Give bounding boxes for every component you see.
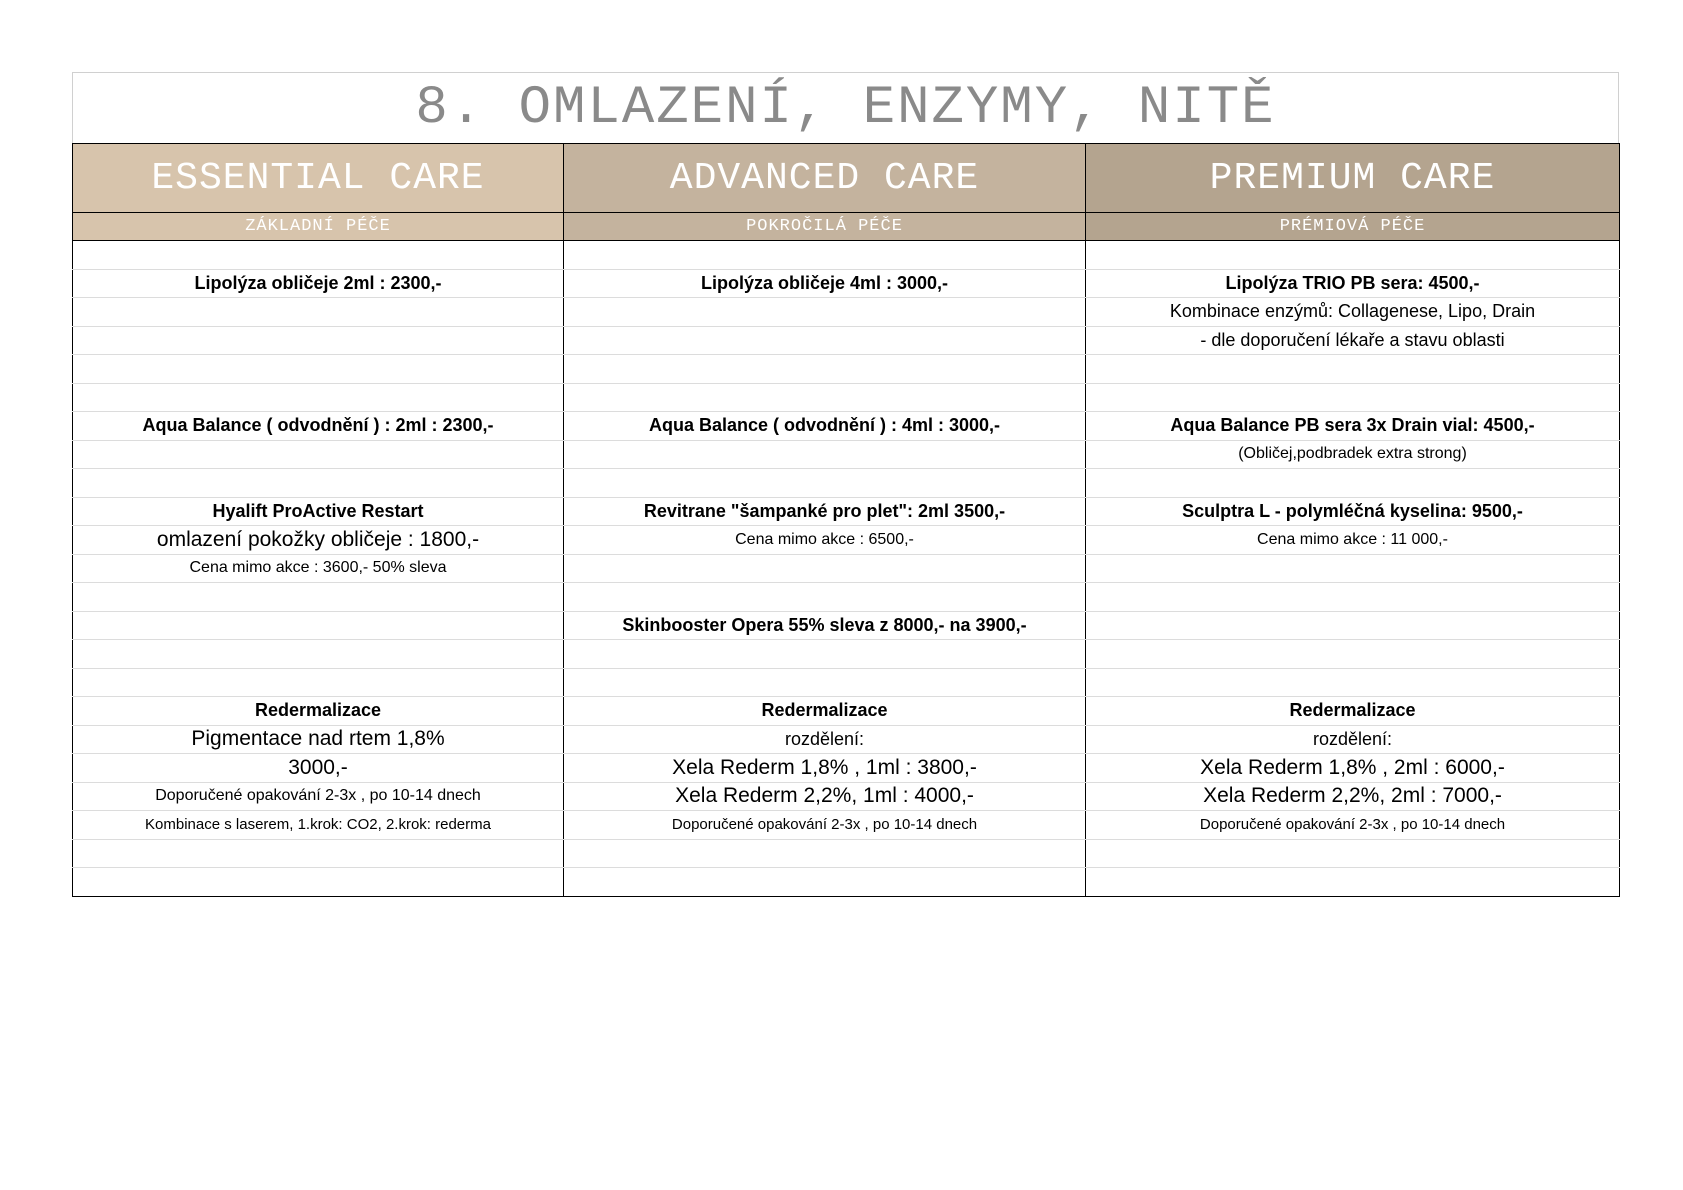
essential-cell [73,298,564,327]
advanced-cell: Doporučené opakování 2-3x , po 10-14 dnech [564,811,1086,840]
premium-cell: (Obličej,podbradek extra strong) [1086,440,1620,469]
premium-cell: Redermalizace [1086,697,1620,726]
essential-cell: Redermalizace [73,697,564,726]
advanced-cell [564,583,1086,612]
table-row [73,526,1620,555]
essential-cell [73,868,564,897]
premium-cell: Cena mimo akce : 11 000,- [1086,526,1620,555]
advanced-cell [564,326,1086,355]
table-row [73,725,1620,754]
premium-cell [1086,668,1620,697]
table-row [73,554,1620,583]
premium-cell [1086,868,1620,897]
advanced-cell: Aqua Balance ( odvodnění ) : 4ml : 3000,- [564,412,1086,441]
advanced-cell [564,355,1086,384]
essential-cell [73,241,564,270]
tier-premium-subheader: PRÉMIOVÁ PÉČE [1086,213,1620,241]
tier-essential-header: ESSENTIAL CARE [73,144,564,213]
tier-subheader-row [73,213,1620,241]
premium-cell [1086,554,1620,583]
table-row [73,583,1620,612]
premium-cell: Lipolýza TRIO PB sera: 4500,- [1086,269,1620,298]
essential-cell [73,326,564,355]
price-rows [73,241,1620,897]
advanced-cell: Redermalizace [564,697,1086,726]
essential-cell [73,640,564,669]
table-row [73,440,1620,469]
premium-cell [1086,611,1620,640]
essential-cell: Doporučené opakování 2-3x , po 10-14 dnech [73,782,564,811]
advanced-cell [564,554,1086,583]
table-row [73,868,1620,897]
premium-cell: - dle doporučení lékaře a stavu oblasti [1086,326,1620,355]
essential-cell [73,383,564,412]
advanced-cell: Revitrane "šampanké pro plet": 2ml 3500,- [564,497,1086,526]
table-row [73,497,1620,526]
table-row [73,412,1620,441]
premium-cell [1086,583,1620,612]
essential-cell: Cena mimo akce : 3600,- 50% sleva [73,554,564,583]
essential-cell: Lipolýza obličeje 2ml : 2300,- [73,269,564,298]
essential-cell [73,668,564,697]
essential-cell [73,839,564,868]
table-row [73,640,1620,669]
premium-cell: Aqua Balance PB sera 3x Drain vial: 4500,- [1086,412,1620,441]
advanced-cell: Cena mimo akce : 6500,- [564,526,1086,555]
tier-advanced-header: ADVANCED CARE [564,144,1086,213]
premium-cell: Sculptra L - polymléčná kyselina: 9500,- [1086,497,1620,526]
advanced-cell [564,298,1086,327]
premium-cell: rozdělení: [1086,725,1620,754]
table-row [73,298,1620,327]
advanced-cell: rozdělení: [564,725,1086,754]
advanced-cell: Lipolýza obličeje 4ml : 3000,- [564,269,1086,298]
table-row [73,383,1620,412]
advanced-cell [564,440,1086,469]
table-row [73,326,1620,355]
advanced-cell [564,640,1086,669]
premium-cell [1086,241,1620,270]
essential-cell [73,355,564,384]
premium-cell [1086,839,1620,868]
essential-cell: Kombinace s laserem, 1.krok: CO2, 2.krok: rederma [73,811,564,840]
essential-cell [73,440,564,469]
table-row [73,269,1620,298]
table-row [73,754,1620,783]
advanced-cell [564,868,1086,897]
essential-cell: Aqua Balance ( odvodnění ) : 2ml : 2300,- [73,412,564,441]
premium-cell: Doporučené opakování 2-3x , po 10-14 dnech [1086,811,1620,840]
table-row [73,469,1620,498]
tier-premium-header: PREMIUM CARE [1086,144,1620,213]
advanced-cell: Xela Rederm 2,2%, 1ml : 4000,- [564,782,1086,811]
page-title: 8. OMLAZENÍ, ENZYMY, NITĚ [73,73,1618,143]
essential-cell [73,469,564,498]
premium-cell: Xela Rederm 2,2%, 2ml : 7000,- [1086,782,1620,811]
premium-cell: Xela Rederm 1,8% , 2ml : 6000,- [1086,754,1620,783]
table-row [73,782,1620,811]
table-row [73,668,1620,697]
advanced-cell [564,469,1086,498]
advanced-cell [564,668,1086,697]
premium-cell [1086,383,1620,412]
table-row [73,241,1620,270]
essential-cell: omlazení pokožky obličeje : 1800,- [73,526,564,555]
essential-cell [73,611,564,640]
essential-cell [73,583,564,612]
price-sheet [72,72,1619,834]
advanced-cell [564,241,1086,270]
table-row [73,697,1620,726]
advanced-cell: Skinbooster Opera 55% sleva z 8000,- na 3900,- [564,611,1086,640]
tier-advanced-subheader: POKROČILÁ PÉČE [564,213,1086,241]
essential-cell: 3000,- [73,754,564,783]
table-row [73,355,1620,384]
table-row [73,611,1620,640]
tier-header-row [73,144,1620,213]
premium-cell [1086,640,1620,669]
advanced-cell: Xela Rederm 1,8% , 1ml : 3800,- [564,754,1086,783]
table-row [73,811,1620,840]
premium-cell [1086,355,1620,384]
tier-essential-subheader: ZÁKLADNÍ PÉČE [73,213,564,241]
price-table [72,143,1620,897]
table-row [73,839,1620,868]
essential-cell: Hyalift ProActive Restart [73,497,564,526]
premium-cell: Kombinace enzýmů: Collagenese, Lipo, Drain [1086,298,1620,327]
advanced-cell [564,383,1086,412]
advanced-cell [564,839,1086,868]
premium-cell [1086,469,1620,498]
essential-cell: Pigmentace nad rtem 1,8% [73,725,564,754]
